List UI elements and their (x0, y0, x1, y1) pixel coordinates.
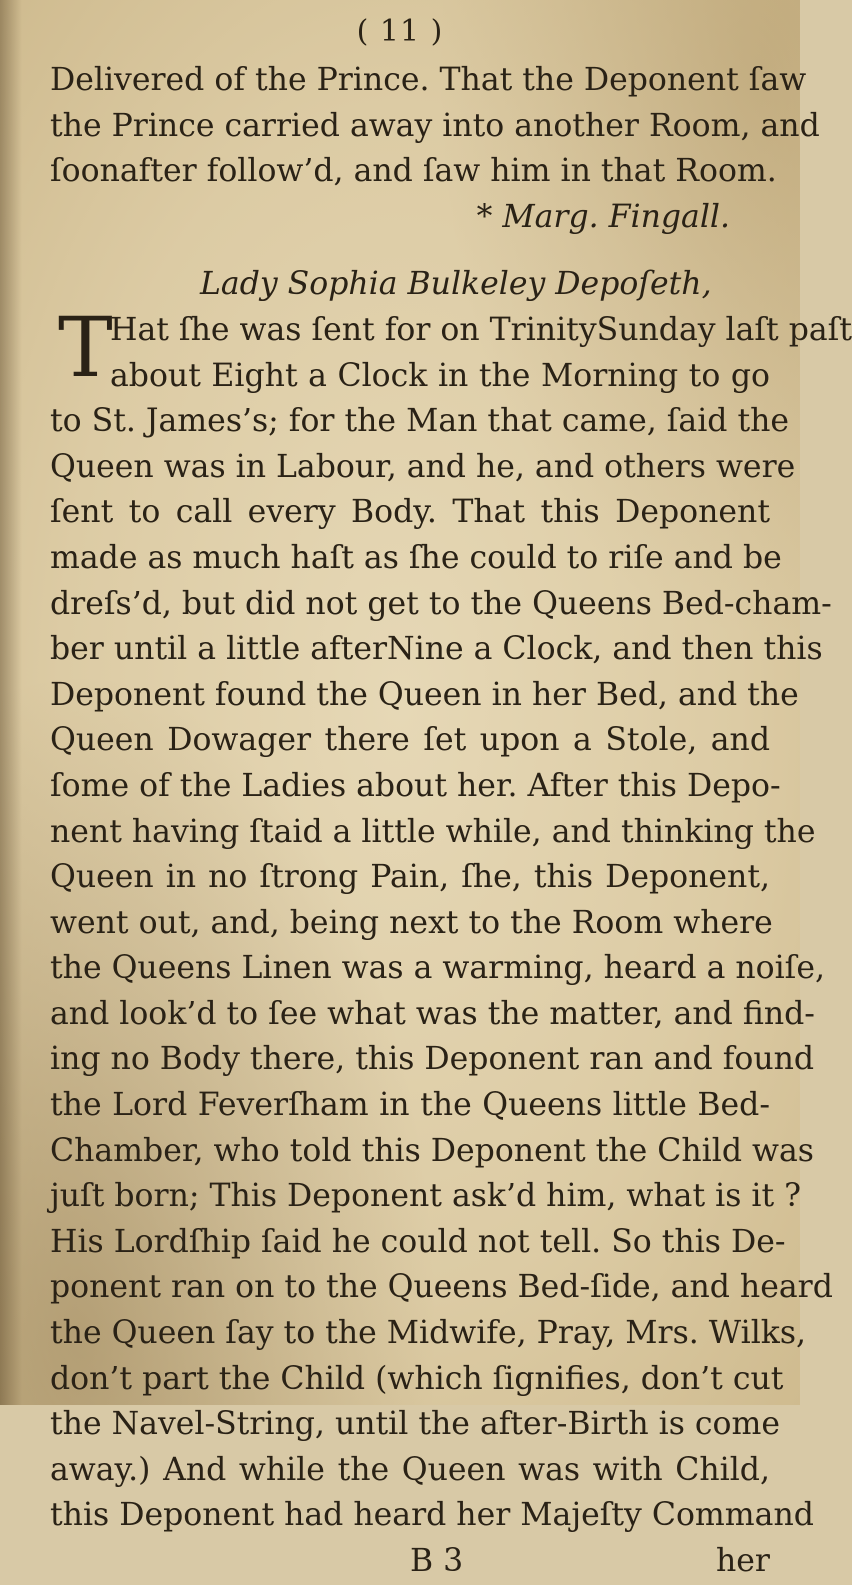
body-line-27: this Deponent had heard her Majeſty Command (50, 1497, 814, 1534)
body-line-15: the Queens Linen was a warming, heard a noiſe, (50, 950, 825, 987)
footer-line (50, 1539, 770, 1585)
page-gutter-shadow (0, 0, 22, 1405)
body-line-11: ſome of the Ladies about her. After this Depo- (50, 767, 781, 804)
body-line-5: ſent to call every Body. That this Deponent (50, 494, 770, 531)
body-line-21: His Lordſhip ſaid he could not tell. So this De- (50, 1223, 786, 1260)
body-line-3: to St. James’s; for the Man that came, ſaid the (50, 403, 790, 440)
marginal-signature: * Marg. Fingall. (476, 198, 730, 235)
text-line-3: ſoonafter follow’d, and ſaw him in that Room. (50, 153, 777, 190)
body-line-25: the Navel-String, until the after-Birth is come (50, 1406, 780, 1443)
body-line-22: ponent ran on to the Queens Bed-ſide, and heard (50, 1269, 833, 1306)
body-line-24: don’t part the Child (which ſignifies, don’t cut (50, 1360, 784, 1397)
body-line-12: nent having ſtaid a little while, and thinking the (50, 813, 816, 850)
body-line-1: Hat ſhe was ſent for on TrinitySunday laſt paſt (110, 311, 852, 348)
body-line-10: Queen Dowager there ſet upon a Stole, and (50, 722, 770, 759)
text-line-2: the Prince carried away into another Room, and (50, 107, 820, 144)
deposition-heading (50, 262, 770, 308)
signature-mark: B 3 (410, 1543, 464, 1579)
drop-cap: T (58, 300, 113, 396)
body-line-23: the Queen ſay to the Midwife, Pray, Mrs. Wilks, (50, 1315, 807, 1352)
deposition-heading-text: Lady Sophia Bulkeley Depoſeth, (200, 266, 712, 303)
body-line-4: Queen was in Labour, and he, and others were (50, 448, 796, 485)
body-line-19: Chamber, who told this Deponent the Child was (50, 1132, 814, 1169)
text-block (50, 58, 852, 1585)
body-line-17: ing no Body there, this Deponent ran and found (50, 1041, 815, 1078)
body-line-18: the Lord Feverſham in the Queens little Bed- (50, 1087, 770, 1124)
body-line-26: away.) And while the Queen was with Child, (50, 1451, 770, 1488)
text-line-1: Delivered of the Prince. That the Deponent ſaw (50, 62, 807, 98)
body-line-7: dreſs’d, but did not get to the Queens Bed-cham- (50, 585, 832, 622)
body-line-6: made as much haſt as ſhe could to riſe and be (50, 539, 782, 576)
body-line-20: juſt born; This Deponent ask’d him, what is it ? (50, 1178, 802, 1215)
body-line-2: about Eight a Clock in the Morning to go (110, 357, 770, 394)
body-line-14: went out, and, being next to the Room where (50, 904, 773, 941)
body-line-8: ber until a little afterNine a Clock, and then this (50, 631, 823, 668)
body-line-13: Queen in no ſtrong Pain, ſhe, this Deponent, (50, 859, 770, 896)
body-line-9: Deponent found the Queen in her Bed, and the (50, 676, 799, 713)
body-line-16: and look’d to ſee what was the matter, and find- (50, 995, 815, 1032)
page-number: ( 11 ) (356, 14, 444, 49)
catchword: her (716, 1543, 770, 1579)
deposition-body (50, 300, 852, 1585)
